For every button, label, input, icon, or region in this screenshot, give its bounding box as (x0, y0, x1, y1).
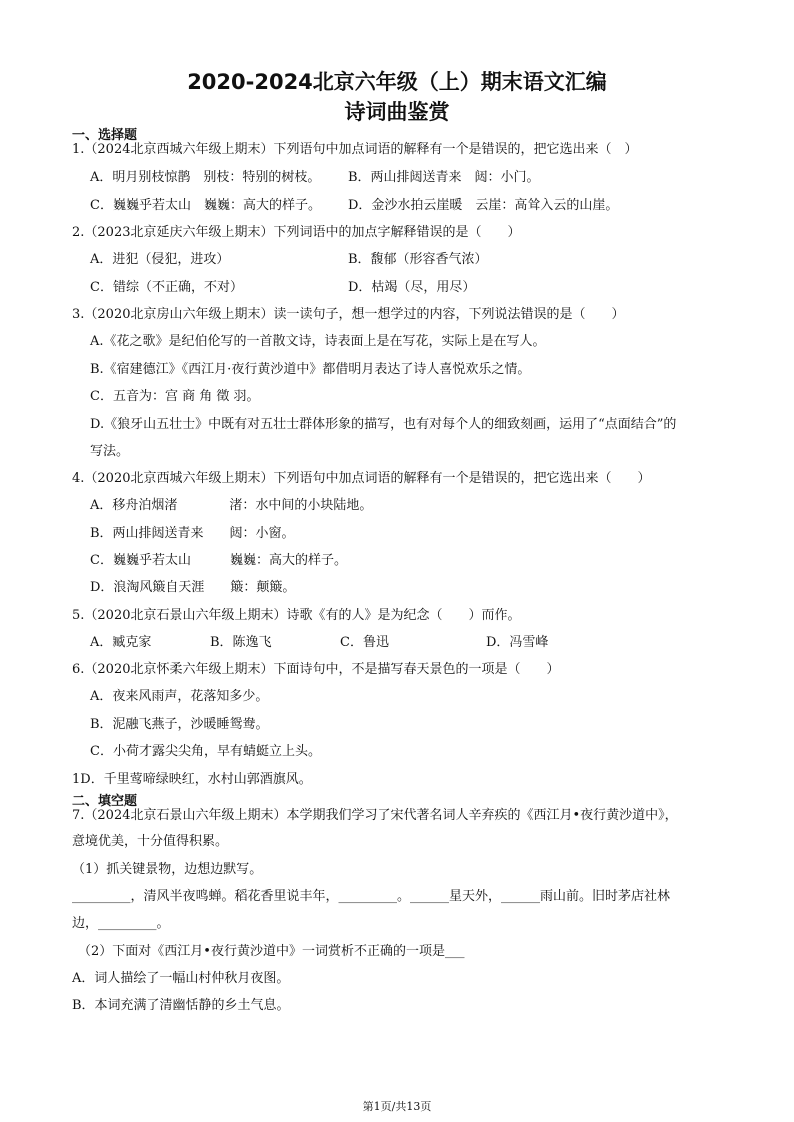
q3-option-a: A.《花之歌》是纪伯伦写的一首散文诗，诗表面上是在写花，实际上是在写人。 (90, 334, 546, 349)
section-fill: 二、填空题 (72, 794, 138, 809)
q7-part2: （2）下面对《西江月•夜行黄沙道中》一词赏析不正确的一项是___ (78, 944, 465, 959)
q4-stem: 4.（2020北京西城六年级上期末）下列语句中加点词语的解释有一个是错误的，把它选出来（ ） (72, 471, 651, 486)
q3-option-d-cont: 写法。 (90, 444, 130, 459)
q5-option-d: D．冯雪峰 (486, 635, 549, 650)
q3-option-d: D.《狼牙山五壮士》中既有对五壮士群体形象的描写，也有对每个人的细致刻画，运用了“点面结合”的 (90, 417, 677, 432)
q7-stem-cont: 意境优美，十分值得积累。 (72, 834, 229, 849)
q2-option-a: A．进犯（侵犯，进攻） (90, 252, 230, 267)
q1-stem: 1.（2024北京西城六年级上期末）下列语句中加点词语的解释有一个是错误的，把它选出来（ ） (72, 142, 638, 157)
q1-option-c: C．巍巍乎若太山 巍巍：高大的样子。 (90, 198, 321, 213)
q7-fill-line1: _________，清风半夜鸣蝉。稻花香里说丰年，_________。______星天外，______雨山前。旧时茅店社林 (72, 889, 671, 904)
q7-fill-line2: 边，_________。 (72, 916, 170, 931)
q6-option-d: 1D．千里莺啼绿映红，水村山郭酒旗风。 (72, 772, 312, 787)
q3-option-b: B.《宿建德江》《西江月·夜行黄沙道中》都借明月表达了诗人喜悦欢乐之情。 (90, 362, 531, 377)
q6-option-a: A．夜来风雨声，花落知多少。 (90, 689, 269, 704)
q1-option-b: B．两山排闼送青来 闼：小门。 (348, 170, 540, 185)
q7-option-b: B．本词充满了清幽恬静的乡土气息。 (72, 998, 290, 1013)
q2-option-d: D．枯竭（尽，用尽） (348, 280, 476, 295)
q3-option-c: C．五音为：宫 商 角 徵 羽。 (90, 389, 260, 404)
q4-option-d: D．浪淘风簸自天涯 簸：颠簸。 (90, 580, 296, 595)
q2-option-b: B．馥郁（形容香气浓） (348, 252, 488, 267)
q1-option-d: D．金沙水拍云崖暖 云崖：高耸入云的山崖。 (348, 198, 619, 213)
section-choice: 一、选择题 (72, 128, 138, 143)
q4-option-c: C．巍巍乎若太山 巍巍：高大的样子。 (90, 553, 347, 568)
q7-stem: 7.（2024北京石景山六年级上期末）本学期我们学习了宋代著名词人辛弃疾的《西江月•夜行黄沙道中》， (72, 808, 678, 823)
q6-stem: 6.（2020北京怀柔六年级上期末）下面诗句中，不是描写春天景色的一项是（ ） (72, 662, 560, 677)
q2-stem: 2.（2023北京延庆六年级上期末）下列词语中的加点字解释错误的是（ ） (72, 225, 521, 240)
page-footer: 第1页/共13页 (362, 1100, 432, 1113)
q5-stem: 5.（2020北京石景山六年级上期末）诗歌《有的人》是为纪念（ ）而作。 (72, 608, 521, 623)
q5-option-a: A．臧克家 (90, 635, 152, 650)
q7-option-a: A．词人描绘了一幅山村仲秋月夜图。 (72, 971, 290, 986)
doc-subtitle: 诗词曲鉴赏 (344, 100, 450, 124)
q6-option-b: B．泥融飞燕子，沙暖睡鸳鸯。 (90, 717, 269, 732)
q4-option-b: B．两山排闼送青来 闼：小窗。 (90, 526, 295, 541)
q5-option-b: B．陈逸飞 (210, 635, 272, 650)
q4-option-a: A．移舟泊烟渚 渚：水中间的小块陆地。 (90, 498, 373, 513)
q1-option-a: A．明月别枝惊鹊 别枝：特别的树枝。 (90, 170, 321, 185)
q6-option-c: C．小荷才露尖尖角，早有蜻蜓立上头。 (90, 744, 321, 759)
doc-title: 2020-2024北京六年级（上）期末语文汇编 (187, 70, 607, 94)
q2-option-c: C．错综（不正确，不对） (90, 280, 243, 295)
q3-stem: 3.（2020北京房山六年级上期末）读一读句子，想一想学过的内容，下列说法错误的是（ ） (72, 307, 625, 322)
q7-part1: （1）抓关键景物，边想边默写。 (72, 862, 263, 877)
q5-option-c: C．鲁迅 (340, 635, 389, 650)
